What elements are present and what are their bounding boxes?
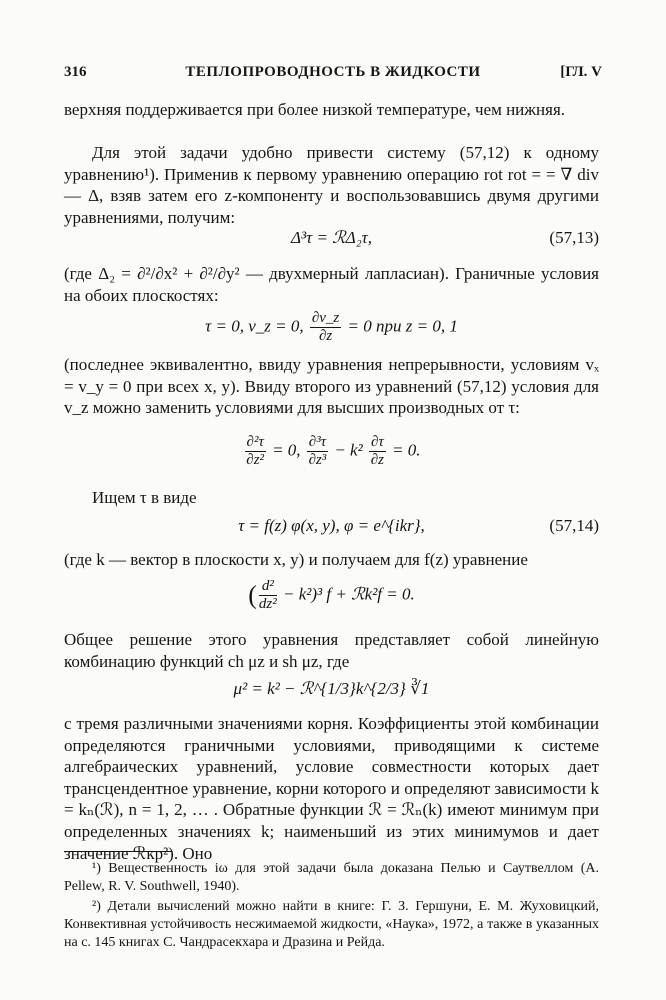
footnote-2 [64,898,599,952]
equation-57-14-number: (57,14) [549,516,599,535]
paragraph-2-text: Для этой задачи удобно привести систему (57,12) к одному уравнению¹). Применив к первому уравнению операцию rot rot = = ∇ div — Δ, взяв затем его z-компоненту и воспользовавшись двумя другими уравнениями, получим: [64,143,599,227]
eq3-end: = 0. [391,440,421,460]
equation-57-13-body: Δ³τ = ℛΔ₂τ, [291,228,372,247]
boundary-conditions-equation [64,308,599,348]
eq3-mid: = 0, [272,440,301,460]
paragraph-6-text: (где k — вектор в плоскости x, y) и получаем для f(z) уравнение [64,550,528,569]
paragraph-7-text: Общее решение этого уравнения представляет собой линейную комбинацию функций ch μz и sh μz, где [64,630,599,671]
chapter-label: [ГЛ. V [560,64,602,80]
paragraph-1 [64,99,599,121]
footnote-2-text: ²) Детали вычислений можно найти в книге: Г. З. Гершуни, Е. М. Жуховицкий, Конвективная устойчивость несжимаемой жидкости, «Наука», 1972, а также в указанных на с. 145 книгах С. Чандрасекхара и Дразина и Рейда. [64,899,599,950]
paragraph-4-text: (последнее эквивалентно, ввиду уравнения непрерывности, условиям vₓ = v_y = 0 при всех x, y). Ввиду второго из уравнений (57,12) условия для v_z можно заменить условиями для высших производных от τ: [64,355,599,418]
eq3-k: − k² [334,440,363,460]
equation-57-13 [64,222,599,258]
ode-equation [64,576,599,618]
paragraph-7 [64,629,599,672]
bc-fraction [310,310,341,345]
footnote-1-text: ¹) Вещественность iω для этой задачи была доказана Пелью и Саутвеллом (A. Pellew, R. V. Southwell, 1940). [64,861,599,894]
ode-fraction [259,578,277,613]
running-title: ТЕПЛОПРОВОДНОСТЬ В ЖИДКОСТИ [185,64,481,80]
ode-rest: − k²)³ f + ℛk²f = 0. [283,584,415,604]
footnote-divider [64,851,172,852]
equation-57-13-number: (57,13) [549,228,599,247]
equation-57-14-body: τ = f(z) φ(x, y), φ = e^{ikr}, [238,516,425,535]
eq3-frac-1 [245,434,266,469]
eq3-frac-3-num: ∂τ [370,434,384,450]
paragraph-2 [64,142,599,228]
ode-fraction-num: d² [259,578,277,596]
eq3-frac-1-num: ∂²τ [246,434,264,450]
bc-left: τ = 0, v_z = 0, [205,316,304,336]
bc-fraction-num: ∂v_z [311,310,340,326]
eq3-frac-3-den: ∂z [370,452,384,468]
mu-equation [64,673,599,709]
ode-left-paren: ( [248,580,257,610]
higher-derivatives-equation [64,432,599,472]
eq3-frac-1-den: ∂z² [246,452,265,468]
eq3-frac-2 [307,434,328,469]
ode-fraction-den: dz² [258,596,277,612]
footnote-1 [64,860,599,896]
eq3-frac-2-den: ∂z³ [308,452,327,468]
page-number: 316 [64,64,87,80]
paragraph-5-text: Ищем τ в виде [92,488,197,507]
paragraph-8-text: с тремя различными значениями корня. Коэффициенты этой комбинации определяются граничными условиями, приводящими к системе алгебраических уравнений, условие совместности которых дает трансцендентное уравнение, корни которого и определяют зависимости k = kₙ(ℛ), n = 1, 2, … . Обратные функции ℛ = ℛₙ(k) имеют минимум при определенных значениях k; наименьший из этих минимумов и дает значение ℛкр²). Оно [64,714,599,863]
paragraph-1-text: верхняя поддерживается при более низкой температуре, чем нижняя. [64,100,566,119]
eq3-frac-2-num: ∂³τ [308,434,327,450]
paragraph-3 [64,263,599,306]
bc-right: = 0 при z = 0, 1 [347,316,458,336]
paragraph-5 [64,487,599,509]
paragraph-6 [64,549,599,571]
bc-fraction-den: ∂z [318,328,333,344]
page-header [64,64,602,86]
paragraph-4 [64,354,599,419]
paragraph-3-text: (где Δ₂ = ∂²/∂x² + ∂²/∂y² — двухмерный лапласиан). Граничные условия на обоих плоскостях: [64,264,599,305]
equation-57-14 [64,510,599,546]
paragraph-8 [64,713,599,864]
mu-equation-body: μ² = k² − ℛ^{1/3}k^{2/3} ∛1 [233,679,430,698]
eq3-frac-3 [369,434,386,469]
